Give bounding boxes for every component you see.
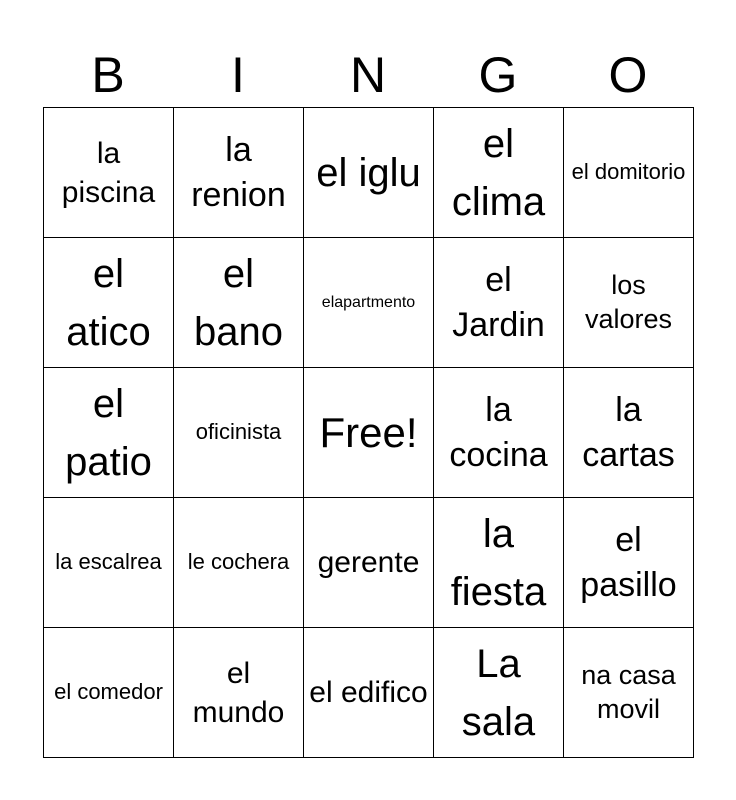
bingo-cell[interactable]: na casa movil xyxy=(564,628,694,758)
bingo-cell[interactable]: la piscina xyxy=(44,108,174,238)
bingo-header xyxy=(43,42,693,108)
bingo-cell[interactable]: elapartmento xyxy=(304,238,434,368)
bingo-cell[interactable]: el comedor xyxy=(44,628,174,758)
bingo-cell[interactable]: el domitorio xyxy=(564,108,694,238)
bingo-cell[interactable]: oficinista xyxy=(174,368,304,498)
header-letter-i: I xyxy=(231,47,245,103)
header-letter-b: B xyxy=(91,47,125,103)
header-letter-n: N xyxy=(349,47,387,103)
bingo-cell[interactable]: el Jardin xyxy=(434,238,564,368)
bingo-cell[interactable]: el patio xyxy=(44,368,174,498)
bingo-cell[interactable]: el edifico xyxy=(304,628,434,758)
bingo-cell[interactable]: la escalrea xyxy=(44,498,174,628)
bingo-cell[interactable]: la fiesta xyxy=(434,498,564,628)
bingo-board xyxy=(43,107,694,758)
bingo-cell[interactable]: el mundo xyxy=(174,628,304,758)
header-letter-o: O xyxy=(608,47,648,103)
bingo-cell[interactable]: la cocina xyxy=(434,368,564,498)
bingo-cell[interactable]: La sala xyxy=(434,628,564,758)
bingo-cell[interactable]: el bano xyxy=(174,238,304,368)
free-space-cell[interactable]: Free! xyxy=(304,368,434,498)
header-letter-g: G xyxy=(478,47,518,103)
bingo-cell[interactable]: la cartas xyxy=(564,368,694,498)
bingo-cell[interactable]: el clima xyxy=(434,108,564,238)
bingo-cell[interactable]: el atico xyxy=(44,238,174,368)
bingo-cell[interactable]: le cochera xyxy=(174,498,304,628)
bingo-cell[interactable]: los valores xyxy=(564,238,694,368)
bingo-cell[interactable]: la renion xyxy=(174,108,304,238)
bingo-cell[interactable]: el iglu xyxy=(304,108,434,238)
bingo-cell[interactable]: el pasillo xyxy=(564,498,694,628)
bingo-cell[interactable]: gerente xyxy=(304,498,434,628)
